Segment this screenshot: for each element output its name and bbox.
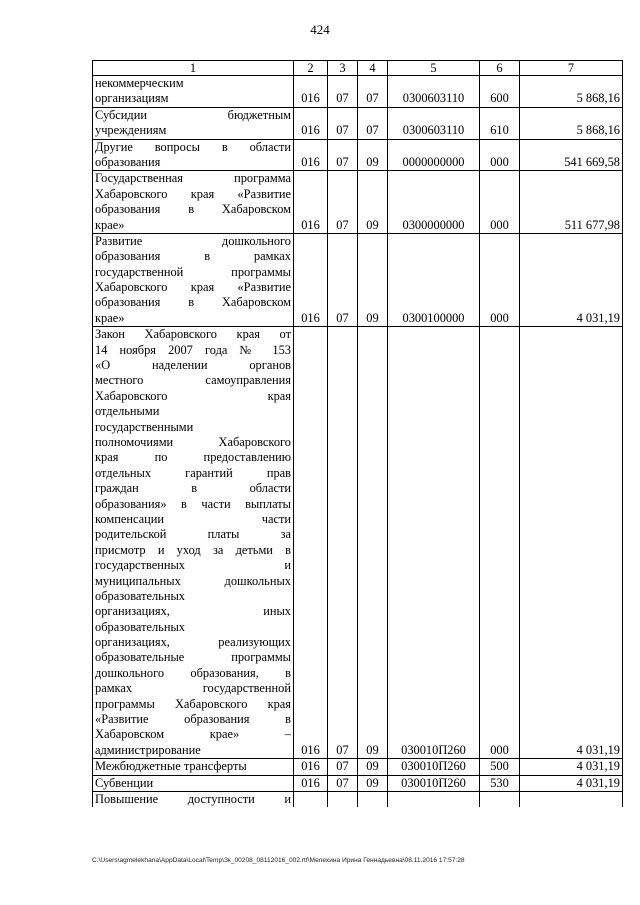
description-line: компенсации части xyxy=(95,511,291,526)
description-line: администрирование xyxy=(95,742,201,757)
description-line: «О наделении органов xyxy=(95,358,291,373)
table-row xyxy=(93,759,623,775)
budget-table xyxy=(92,60,623,807)
table-row xyxy=(93,327,623,759)
target-article-code: 0300000000 xyxy=(388,171,480,234)
description-line: Развитие дошкольного xyxy=(95,233,291,248)
row-description xyxy=(93,171,294,234)
row-description xyxy=(93,775,294,791)
description-line: организациях, иных xyxy=(95,604,291,619)
amount-value: 5 868,16 xyxy=(520,76,623,108)
ministry-code: 016 xyxy=(294,775,328,791)
description-line: граждан в области xyxy=(95,481,291,496)
row-description xyxy=(93,233,294,326)
row-description xyxy=(93,76,294,108)
description-line: крае» xyxy=(95,310,125,325)
row-description xyxy=(93,759,294,775)
description-line: Субсидии бюджетным xyxy=(95,107,291,122)
amount-value: 5 868,16 xyxy=(520,107,623,139)
description-line: Хабаровского края xyxy=(95,388,291,403)
header-col-5: 5 xyxy=(388,61,480,76)
description-line: государственной программы xyxy=(95,264,291,279)
ministry-code: 016 xyxy=(294,171,328,234)
table-row xyxy=(93,139,623,171)
table-header-row xyxy=(93,61,623,76)
target-article-code: 030010П260 xyxy=(388,759,480,775)
description-line: некоммерческим xyxy=(95,76,184,90)
description-line: полномочиями Хабаровского xyxy=(95,434,291,449)
description-line: Другие вопросы в области xyxy=(95,139,291,154)
expense-type-code: 000 xyxy=(480,139,520,171)
ministry-code: 016 xyxy=(294,233,328,326)
table-row-partial xyxy=(93,792,623,808)
description-line: Повышение доступности и xyxy=(95,792,291,806)
description-line: муниципальных дошкольных xyxy=(95,573,291,588)
header-col-3: 3 xyxy=(328,61,358,76)
subsection-code: 07 xyxy=(358,107,388,139)
description-line: образования в Хабаровском xyxy=(95,202,291,217)
section-code: 07 xyxy=(328,139,358,171)
subsection-code: 07 xyxy=(358,76,388,108)
table-row xyxy=(93,233,623,326)
empty-cell xyxy=(358,792,388,808)
description-line: Хабаровском крае» – xyxy=(95,727,291,742)
description-line: образования в Хабаровском xyxy=(95,295,291,310)
subsection-code: 09 xyxy=(358,139,388,171)
row-description xyxy=(93,792,294,808)
expense-type-code: 610 xyxy=(480,107,520,139)
section-code: 07 xyxy=(328,171,358,234)
section-code: 07 xyxy=(328,775,358,791)
description-line: образования» в части выплаты xyxy=(95,496,291,511)
empty-cell xyxy=(480,792,520,808)
description-line: Субвенции xyxy=(95,775,154,790)
description-line: присмотр и уход за детьми в xyxy=(95,542,291,557)
description-line: отдельными xyxy=(95,404,160,419)
row-description xyxy=(93,327,294,759)
description-line: Межбюджетные трансферты xyxy=(95,759,247,774)
description-line: образования в рамках xyxy=(95,249,291,264)
target-article-code: 0000000000 xyxy=(388,139,480,171)
row-description xyxy=(93,107,294,139)
header-col-2: 2 xyxy=(294,61,328,76)
description-line: дошкольного образования, в xyxy=(95,665,291,680)
description-line: «Развитие образования в xyxy=(95,712,291,727)
subsection-code: 09 xyxy=(358,327,388,759)
empty-cell xyxy=(388,792,480,808)
subsection-code: 09 xyxy=(358,759,388,775)
empty-cell xyxy=(328,792,358,808)
description-line: образования xyxy=(95,154,161,169)
ministry-code: 016 xyxy=(294,76,328,108)
amount-value: 4 031,19 xyxy=(520,775,623,791)
subsection-code: 09 xyxy=(358,171,388,234)
description-line: 14 ноября 2007 года № 153 xyxy=(95,342,291,357)
description-line: местного самоуправления xyxy=(95,373,291,388)
expense-type-code: 000 xyxy=(480,233,520,326)
description-line: организациях, реализующих xyxy=(95,635,291,650)
expense-type-code: 500 xyxy=(480,759,520,775)
description-line: края по предоставлению xyxy=(95,450,291,465)
description-line: образовательные программы xyxy=(95,650,291,665)
section-code: 07 xyxy=(328,233,358,326)
description-line: Хабаровского края «Развитие xyxy=(95,186,291,201)
header-col-7: 7 xyxy=(520,61,623,76)
amount-value: 541 669,58 xyxy=(520,139,623,171)
description-line: государственными xyxy=(95,419,194,434)
description-line: организациям xyxy=(95,91,169,106)
description-line: Закон Хабаровского края от xyxy=(95,327,291,342)
amount-value: 4 031,19 xyxy=(520,759,623,775)
section-code: 07 xyxy=(328,759,358,775)
description-line: рамках государственной xyxy=(95,681,291,696)
empty-cell xyxy=(294,792,328,808)
subsection-code: 09 xyxy=(358,233,388,326)
subsection-code: 09 xyxy=(358,775,388,791)
ministry-code: 016 xyxy=(294,759,328,775)
description-line: государственных и xyxy=(95,558,291,573)
amount-value: 4 031,19 xyxy=(520,233,623,326)
header-col-4: 4 xyxy=(358,61,388,76)
target-article-code: 0300603110 xyxy=(388,107,480,139)
description-line: учреждениям xyxy=(95,123,167,138)
expense-type-code: 530 xyxy=(480,775,520,791)
target-article-code: 030010П260 xyxy=(388,775,480,791)
row-description xyxy=(93,139,294,171)
description-line: родительской платы за xyxy=(95,527,291,542)
section-code: 07 xyxy=(328,107,358,139)
ministry-code: 016 xyxy=(294,327,328,759)
description-line: Хабаровского края «Развитие xyxy=(95,280,291,295)
expense-type-code: 000 xyxy=(480,327,520,759)
description-line: крае» xyxy=(95,217,125,232)
amount-value: 4 031,19 xyxy=(520,327,623,759)
description-line: образовательных xyxy=(95,588,185,603)
header-col-6: 6 xyxy=(480,61,520,76)
target-article-code: 0300100000 xyxy=(388,233,480,326)
section-code: 07 xyxy=(328,327,358,759)
table-row xyxy=(93,775,623,791)
expense-type-code: 600 xyxy=(480,76,520,108)
amount-value: 511 677,98 xyxy=(520,171,623,234)
table-row xyxy=(93,107,623,139)
description-line: программы Хабаровского края xyxy=(95,696,291,711)
description-line: отдельных гарантий прав xyxy=(95,465,291,480)
ministry-code: 016 xyxy=(294,139,328,171)
target-article-code: 030010П260 xyxy=(388,327,480,759)
description-line: Государственная программа xyxy=(95,171,291,186)
table-row xyxy=(93,76,623,108)
section-code: 07 xyxy=(328,76,358,108)
ministry-code: 016 xyxy=(294,107,328,139)
expense-type-code: 000 xyxy=(480,171,520,234)
target-article-code: 0300603110 xyxy=(388,76,480,108)
empty-cell xyxy=(520,792,623,808)
table-row xyxy=(93,171,623,234)
header-col-1: 1 xyxy=(93,61,294,76)
page-number: 424 xyxy=(310,22,330,37)
description-line: образовательных xyxy=(95,619,185,634)
footer-file-path: C:\Users\agmelekhana\AppData\Local\Temp\Зк_00208_08112016_002.rtf\Мелехина Ирина Геннадьевна\08.11.2016 17:57:28 xyxy=(92,857,465,864)
